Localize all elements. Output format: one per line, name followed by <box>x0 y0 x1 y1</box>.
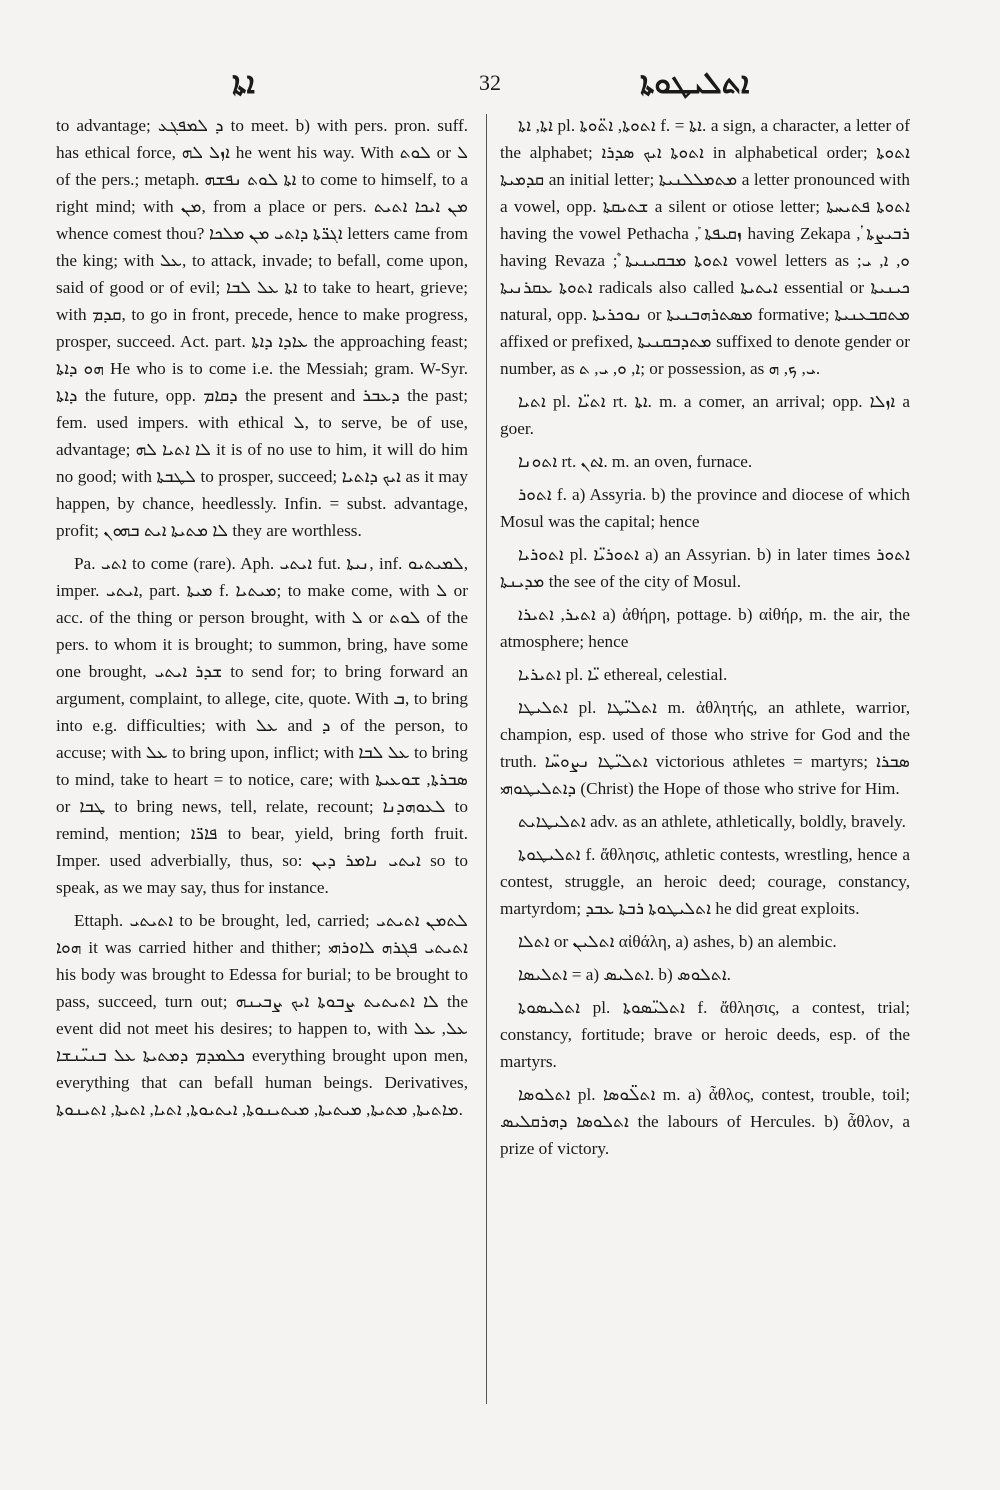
right-column <box>500 112 910 1168</box>
entry-paragraph: ܐܬܠܐ or ܐܬܠܝܢ αἰθάλη, a) ashes, b) an alembic. <box>518 932 837 951</box>
entry-paragraph: Pa. ܐܬܝ to come (rare). Aph. ܐܝܬܝ fut. ܢܝܬܐ, inf. ܠܡܝܬܝܘ, imper. ܐܝܬܝ, part. ܡܝܬܐ f. ܡܝܬܝܐ; to make come, with ܠ or acc. of the thing or person brought, with ܠ or ܠܘܬ of the pers. to whom it is brought; to summon, bring, have some one brought, ܫܕܪ ܐܝܬܝ to send for; to bring forward an argument, complaint, to allege, cite, quote. With ܒ, to bring into e.g. difficulties; with ܥܠ and ܕ of the person, to accuse; with ܥܠ to bring upon, inflict; with ܥܠ ܠܒܐ to bring to mind, take to heart = to notice, care; with ܣܒܪܬܐ, ܫܘܥܝܬܐ or ܛܒܐ to bring news, tell, relate, recount; ܠܥܘܗܕܢܐ to remind, mention; ܦܐܪ̈ܐ to bear, yield, bring forth fruit. Imper. used adverbially, thus, so: ܐܝܬܝ ܢܐܡܪ ܕܝܢ so to speak, as we may say, thus for instance. <box>56 554 469 897</box>
page-number: 32 <box>479 70 501 95</box>
entry-paragraph: ܐܬܠܘܣܐ pl. ܐܬܠ̈ܘܣܐ m. a) ἆθλος, contest, trouble, toil; ܐܬܠܘܣܐ ܕܗܪܩܠܝܣ the labours of Hercules. b) ἆθλον, a prize of victory. <box>500 1085 911 1158</box>
entry-paragraph: ܐܬܠܝܣܘܬܐ pl. ܐܬܠܝ̈ܣܘܬܐ f. ἄθλησις, a contest, trial; constancy, fortitude; brave or heroic deeds, esp. of the martyrs. <box>500 998 911 1071</box>
entry-paragraph: ܐܬܝܪܝܐ pl. ܝ̈ܐ ethereal, celestial. <box>518 665 728 684</box>
entry-paragraph: ܐܬܐ, ܐܬܐ pl. ܐܬܘܬܐ, ܐܬ̈ܘܬܐ f. = ܐܬܐ. a sign, a character, a letter of the alphabet; ܐܬܘܬܐ ܐܝܟ ܣܕܪܐ in alphabetical order; ܐܬܘܬܐ ܩܕܡܝܬܐ an initial letter; ܡܬܡܠܠܢܝܬܐ a letter pronounced with a vowel, opp. ܫܬܝܩܬܐ a silent or otiose letter; ܐܬܘܬܐ ܦܬܝܚܬܐ having the vowel Pethacha ܰ, ܙܩܝܦܬܐ having Zekapa ܳ, ܪܒܝܨܬܐ having Revaza ܶ; ܐܬܘܬܐ ܡܒܩܝܢܝܬܐ vowel letters as ܘ, ܐ, ܝ; ܐܬܘܬܐ ܥܩܪܢܝܬܐ radicals also called ܐܝܬܝܬܐ essential or ܟܝܢܝܬܐ natural, opp. ܢܘܟܪܝܬܐ or ܡܣܬܪܗܒܢܝܬܐ formative; ܡܬܩܒܥܢܝܬܐ affixed or prefixed, ܡܬܕܒܩܢܝܬܐ suffixed to denote gender or number, as ܐ, ܘ, ܝ, ܬ; or possession, as ܝ, ܟ, ܗ. <box>500 116 911 378</box>
entry-paragraph: ܐܬܝܪ, ܐܬܝܪܐ a) ἀθήρη, pottage. b) αἰθήρ, m. the air, the atmosphere; hence <box>500 605 910 651</box>
column-divider <box>486 114 487 1404</box>
entry-paragraph: ܐܬܠܝܛܐ pl. ܐܬܠܝ̈ܛܐ m. ἀθλητής, an athlete, warrior, champion, esp. used of those who strive for God and the truth. ܐܬܠܝ̈ܛܐ ܢܨܘܚ̈ܐ victorious athletes = martyrs; ܣܒܪܐ ܕܐܬܠܝܛܘܗܝ (Christ) the Hope of those who strive for Him. <box>500 698 910 798</box>
entry-paragraph: Ettaph. ܐܬܝܬܝ to be brought, led, carried; ܠܬܡܢ ܐܬܝܬܝ ܗܘܐ it was carried hither and thither; ܐܬܝܬܝ ܦܓܪܗ ܠܐܘܪܗܝ his body was brought to Edessa for burial; to be brought to pass, succeed, turn out; ܠܐ ܐܬܝܬܝܬ ܨܒܘܬܐ ܐܝܟ ܨܒܝܢܗ the event did not meet his desires; to happen to, with ܥܠ, ܥܠ ܟܠܡܕܡ ܕܡܬܝܬܐ ܥܠ ܒܢܝ̈ܢܫܐ everything brought upon men, everything that can befall human beings. Derivatives, ܡܐܬܝܬܐ, ܡܬܝܬܐ, ܡܝܬܝܬܐ, ܡܝܬܝܢܘܬܐ, ܐܝܬܝܘܬܐ, ܐܬܝܐ, ܐܬܝܬܐ, ܐܬܝܢܘܬܐ. <box>56 911 469 1119</box>
entry-paragraph: ܐܬܠܝܣܐ = a) ܐܬܠܝܣ. b) ܐܬܠܘܣ. <box>518 965 731 984</box>
entry-paragraph: ܐܬܠܝܛܐܝܬ adv. as an athlete, athletically, boldly, bravely. <box>518 812 906 831</box>
entry-paragraph: ܐܬܠܝܛܘܬܐ f. ἄθλησις, athletic contests, wrestling, hence a contest, struggle, an heroic deed; courage, constancy, martyrdom; ܐܬܠܝܛܘܬܐ ܪܒܬܐ ܥܒܕ he did great exploits. <box>500 845 910 918</box>
entry-paragraph: ܐܬܝܐ pl. ܐܬܝ̈ܐ rt. ܐܬܐ. m. a comer, an arrival; opp. ܐܙܠܐ a goer. <box>500 392 910 438</box>
running-head-right: ܐܬܠܝܛܘܬܐ <box>640 66 750 101</box>
left-column <box>56 112 468 1129</box>
running-head-left: ܐܬܐ <box>232 66 255 101</box>
entry-paragraph: ܐܬܘܪ f. a) Assyria. b) the province and diocese of which Mosul was the capital; hence <box>500 485 910 531</box>
entry-paragraph: ܐܬܘܢܐ rt. ܐܬܢ. m. an oven, furnace. <box>518 452 753 471</box>
entry-paragraph: to advantage; ܕ ܠܡܦܓܥ to meet. b) with pers. pron. suff. has ethical force, ܐܙܠ ܠܗ he went his way. With ܠܘܬ or ܠ of the pers.; metaph. ܐܬܐ ܠܘܬ ܢܦܫܗ to come to himself, to a right mind; with ܡܢ, from a place or pers. ܡܢ ܐܝܟܐ ܐܬܝܬ whence comest thou? ܐܓܪ̈ܬܐ ܕܐܬܝ ܡܢ ܡܠܟܐ letters came from the king; with ܥܠ, to attack, invade; to befall, come upon, said of good or of evil; ܐܬܐ ܥܠ ܠܒܐ to take to heart, grieve; with ܩܕܡ, to go in front, precede, hence to make progress, prosper, succeed. Act. part. ܥܐܕܐ ܕܐܬܐ the approaching feast; ܗܘ ܕܐܬܐ He who is to come i.e. the Messiah; gram. W-Syr. ܕܐܬܐ the future, opp. ܕܩܐܡ the present and ܕܥܒܪ the past; fem. used impers. with ethical ܠ, to serve, be of use, advantage; ܠܐ ܐܬܝܐ ܠܗ it is of no use to him, it will do him no good; with ܠܛܒܬܐ to prosper, succeed; ܐܝܟ ܕܐܬܝܐ as it may happen, by chance, heedlessly. Infin. = subst. advantage, profit; ܠܐ ܡܬܝܬܐ ܐܝܬ ܒܗܘܢ they are worthless. <box>56 116 469 540</box>
entry-paragraph: ܐܬܘܪܝܐ pl. ܐܬܘܪܝ̈ܐ a) an Assyrian. b) in later times ܐܬܘܪ ܡܕܝܢܬܐ the see of the city of Mosul. <box>500 545 911 591</box>
